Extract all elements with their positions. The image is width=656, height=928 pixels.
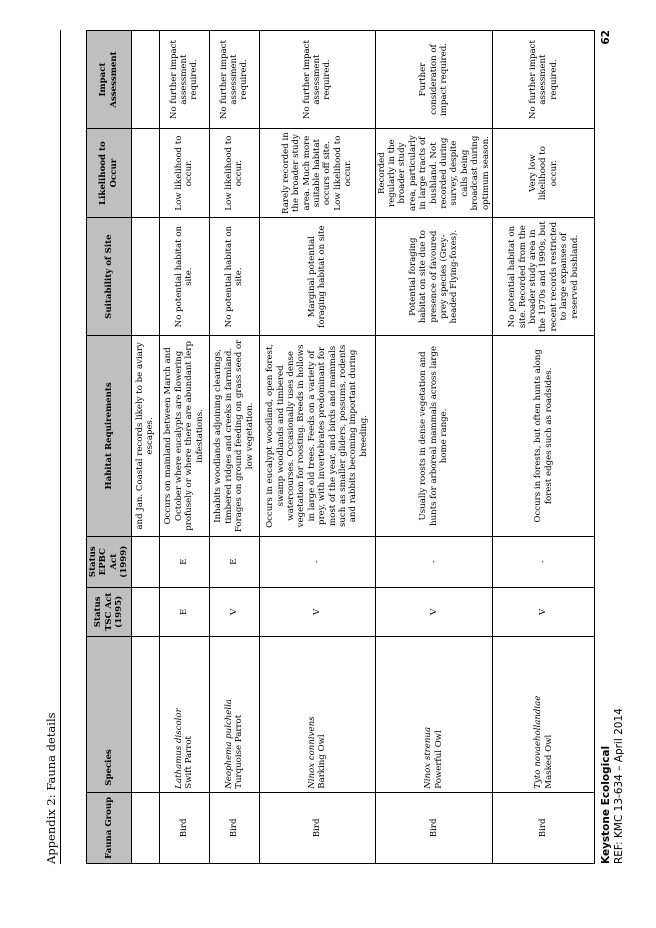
cell-suitability: No potential habitat on site. Recorded from the broader study area in the 1970s and 1990s, but recent records restricted to large expanses of reserved bushland. [493, 218, 595, 336]
cell-species [159, 636, 209, 792]
species-common: Masked Owl [543, 734, 554, 789]
cell-species [493, 636, 595, 792]
cell-tsc: V [375, 587, 492, 636]
header-species: Species [87, 636, 132, 792]
cell-habitat: Usually roosts in dense vegetation and hunts for arboreal mammals across large home range. [375, 336, 492, 536]
cell-likelihood: Low likelihood to occur. [209, 129, 259, 218]
header-status-tsc: Status TSC Act (1995) [87, 587, 132, 636]
cell-likelihood: Recorded regularly in the broader study area, particularly in large tracts of bushland. Not recorded during survey, despite calls being broadcast during optimum season. [375, 129, 492, 218]
title-rule [60, 30, 61, 864]
cell-species [375, 636, 492, 792]
cell-habitat: Inhabits woodlands adjoining clearings, timbered ridges and creeks in farmland. Forages on ground feeding on grass seed or low vegetation. [209, 336, 259, 536]
cell-tsc: V [209, 587, 259, 636]
cell-likelihood: Very low likelihood to occur. [493, 129, 595, 218]
cell-likelihood [131, 129, 159, 218]
appendix-title: Appendix 2: Fauna details [44, 712, 58, 864]
cell-impact [131, 31, 159, 129]
cell-species [259, 636, 375, 792]
fauna-table [86, 30, 595, 864]
table-row [131, 31, 159, 864]
cell-group [131, 792, 159, 863]
cell-habitat: and Jan. Coastal records likely to be aviary escapes. [131, 336, 159, 536]
species-common: Turquoise Parrot [234, 714, 245, 789]
species-common: Barking Owl [317, 734, 328, 789]
cell-group: Bird [493, 792, 595, 863]
cell-epbc: E [209, 536, 259, 587]
cell-impact: No further impact assessment required. [159, 31, 209, 129]
cell-group: Bird [159, 792, 209, 863]
header-status-epbc: Status EPBC Act (1999) [87, 536, 132, 587]
cell-tsc: V [493, 587, 595, 636]
cell-suitability: Potential foraging habitat on site due to presence of favoured prey species (Grey-headed Flying-foxes). [375, 218, 492, 336]
cell-tsc [131, 587, 159, 636]
cell-suitability: No potential habitat on site. [209, 218, 259, 336]
table-row [375, 31, 492, 864]
species-common: Swift Parrot [184, 736, 195, 789]
cell-species [209, 636, 259, 792]
header-suitability: Suitability of Site [87, 218, 132, 336]
cell-impact: No further impact assessment required. [259, 31, 375, 129]
species-scientific: Ninox connivens [306, 716, 317, 789]
cell-epbc: - [493, 536, 595, 587]
header-fauna-group: Fauna Group [87, 792, 132, 863]
cell-epbc: - [259, 536, 375, 587]
cell-habitat: Occurs in eucalypt woodland, open forest, swamp woodlands and timbered watercourses. Occasionally uses dense vegetation for roosting. Breeds in hollows in large old trees. Feeds on a variety of prey, with invertebrates predominant for most of the year, and birds and mammals such as smaller gliders, possums, rodents and rabbits becoming important during breeding. [259, 336, 375, 536]
species-scientific: Neophema pulchella [223, 698, 234, 789]
cell-impact: No further impact assessment required. [493, 31, 595, 129]
cell-group: Bird [375, 792, 492, 863]
table-row [493, 31, 595, 864]
header-likelihood: Likelihood to Occur [87, 129, 132, 218]
cell-epbc [131, 536, 159, 587]
cell-species [131, 636, 159, 792]
table-header-row [87, 31, 132, 864]
species-scientific: Ninox strenua [423, 726, 434, 789]
cell-suitability: Marginal potential foraging habitat on site [259, 218, 375, 336]
cell-suitability [131, 218, 159, 336]
cell-tsc: V [259, 587, 375, 636]
table-row [159, 31, 209, 864]
footer-organisation: Keystone Ecological [600, 745, 612, 864]
species-scientific: Tyto novaehollandiae [533, 695, 544, 789]
cell-suitability: No potential habitat on site. [159, 218, 209, 336]
cell-impact: No further impact assessment required. [209, 31, 259, 129]
page-number: 62 [600, 30, 612, 45]
cell-impact: Further consideration of impact required. [375, 31, 492, 129]
species-common: Powerful Owl [433, 730, 444, 789]
table-row [209, 31, 259, 864]
cell-habitat: Occurs in forests, but often hunts along forest edges such as roadsides. [493, 336, 595, 536]
table-row [259, 31, 375, 864]
species-scientific: Lathamus discolor [173, 708, 184, 789]
cell-group: Bird [209, 792, 259, 863]
cell-tsc: E [159, 587, 209, 636]
cell-habitat: Occurs on mainland between March and October where eucalypts are flowering profusely or where there are abundant lerp infestations. [159, 336, 209, 536]
header-impact: Impact Assessment [87, 31, 132, 129]
cell-likelihood: Low likelihood to occur. [159, 129, 209, 218]
cell-likelihood: Rarely recorded in the broader study area. Much more suitable habitat occurs off site. Low likelihood to occur. [259, 129, 375, 218]
cell-epbc: - [375, 536, 492, 587]
header-habitat: Habitat Requirements [87, 336, 132, 536]
footer-reference: REF: KMC 13-634 – April 2014 [613, 708, 625, 864]
cell-epbc: E [159, 536, 209, 587]
cell-group: Bird [259, 792, 375, 863]
